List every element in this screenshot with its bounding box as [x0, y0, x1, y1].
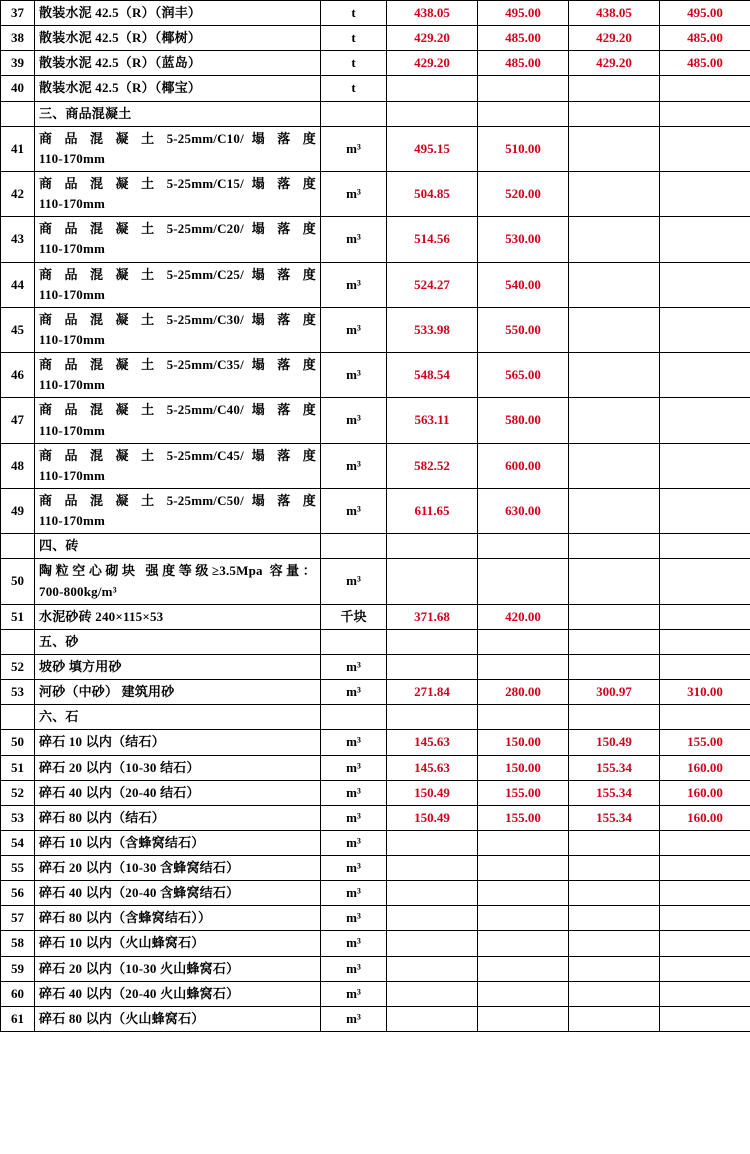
table-row [1, 705, 750, 730]
row-price-2 [478, 654, 569, 679]
table-row [1, 534, 750, 559]
row-price-3 [569, 1006, 660, 1031]
row-unit: m³ [321, 217, 387, 262]
row-index: 51 [1, 604, 35, 629]
row-price-3 [569, 654, 660, 679]
row-group-title: 四、砖 [35, 534, 321, 559]
row-price-2: 580.00 [478, 398, 569, 443]
row-price-4 [660, 126, 750, 171]
row-price-4: 160.00 [660, 755, 750, 780]
row-price-4 [660, 101, 750, 126]
row-price-1 [387, 856, 478, 881]
row-price-3 [569, 101, 660, 126]
row-material-name: 碎石 40 以内（20-40 结石） [35, 780, 321, 805]
row-material-name [35, 488, 321, 533]
row-price-3 [569, 398, 660, 443]
row-unit: m³ [321, 488, 387, 533]
row-unit: t [321, 1, 387, 26]
row-price-1 [387, 906, 478, 931]
row-material-name: 坡砂 填方用砂 [35, 654, 321, 679]
row-price-2: 485.00 [478, 51, 569, 76]
row-material-name-line2: 110-170mm [39, 513, 106, 529]
row-price-3: 150.49 [569, 730, 660, 755]
row-material-name: 水泥砂砖 240×115×53 [35, 604, 321, 629]
row-index: 60 [1, 981, 35, 1006]
table-row [1, 101, 750, 126]
table-row [1, 443, 750, 488]
table-row [1, 398, 750, 443]
row-index: 50 [1, 730, 35, 755]
row-material-name-line2: 110-170mm [39, 377, 106, 393]
table-row [1, 1, 750, 26]
row-material-name: 散装水泥 42.5（R）（蓝岛） [35, 51, 321, 76]
row-price-1 [387, 956, 478, 981]
row-price-4 [660, 654, 750, 679]
row-price-3: 429.20 [569, 51, 660, 76]
row-price-4: 310.00 [660, 680, 750, 705]
row-price-4: 160.00 [660, 805, 750, 830]
row-material-name-line2: 110-170mm [39, 467, 106, 483]
row-price-2 [478, 906, 569, 931]
table-row [1, 1006, 750, 1031]
row-price-2: 565.00 [478, 353, 569, 398]
row-price-1 [387, 654, 478, 679]
row-unit: m³ [321, 1006, 387, 1031]
row-price-1 [387, 559, 478, 604]
row-unit: m³ [321, 171, 387, 216]
row-group-title: 三、商品混凝土 [35, 101, 321, 126]
row-price-4 [660, 307, 750, 352]
row-index: 43 [1, 217, 35, 262]
row-index: 47 [1, 398, 35, 443]
row-price-3 [569, 443, 660, 488]
row-price-1: 145.63 [387, 730, 478, 755]
row-unit: m³ [321, 931, 387, 956]
row-unit: m³ [321, 881, 387, 906]
table-row [1, 981, 750, 1006]
row-material-name-line1: 商 品 混 凝 土 5-25mm/C15/ 塌 落 度 [39, 175, 316, 191]
row-material-name-line1: 商 品 混 凝 土 5-25mm/C50/ 塌 落 度 [39, 492, 316, 508]
row-price-3 [569, 629, 660, 654]
row-price-4 [660, 534, 750, 559]
row-price-4 [660, 353, 750, 398]
row-material-name: 碎石 20 以内（10-30 结石） [35, 755, 321, 780]
row-price-2 [478, 629, 569, 654]
row-price-1: 495.15 [387, 126, 478, 171]
row-index: 52 [1, 654, 35, 679]
row-material-name-line1: 商 品 混 凝 土 5-25mm/C20/ 塌 落 度 [39, 221, 316, 237]
row-price-3 [569, 534, 660, 559]
table-row [1, 76, 750, 101]
row-price-1: 504.85 [387, 171, 478, 216]
row-price-2 [478, 881, 569, 906]
row-unit: m³ [321, 956, 387, 981]
table-row [1, 307, 750, 352]
row-unit: m³ [321, 730, 387, 755]
row-unit: t [321, 51, 387, 76]
row-price-4 [660, 956, 750, 981]
row-unit: m³ [321, 307, 387, 352]
table-row [1, 604, 750, 629]
row-unit: m³ [321, 830, 387, 855]
table-row [1, 51, 750, 76]
row-price-4 [660, 262, 750, 307]
row-price-3: 155.34 [569, 805, 660, 830]
row-index: 50 [1, 559, 35, 604]
row-unit: 千块 [321, 604, 387, 629]
row-price-3 [569, 488, 660, 533]
row-material-name: 碎石 80 以内（结石） [35, 805, 321, 830]
row-material-name [35, 443, 321, 488]
row-index: 54 [1, 830, 35, 855]
row-price-2 [478, 534, 569, 559]
row-price-1 [387, 101, 478, 126]
row-material-name [35, 353, 321, 398]
table-row [1, 906, 750, 931]
row-price-4 [660, 906, 750, 931]
row-price-3 [569, 353, 660, 398]
row-unit: m³ [321, 126, 387, 171]
row-unit: m³ [321, 398, 387, 443]
table-row [1, 126, 750, 171]
row-index [1, 101, 35, 126]
row-price-3 [569, 931, 660, 956]
row-price-2: 420.00 [478, 604, 569, 629]
row-price-1: 548.54 [387, 353, 478, 398]
row-price-1: 582.52 [387, 443, 478, 488]
row-material-name: 碎石 10 以内（火山蜂窝石） [35, 931, 321, 956]
row-index: 61 [1, 1006, 35, 1031]
row-material-name: 碎石 40 以内（20-40 含蜂窝结石） [35, 881, 321, 906]
row-price-1 [387, 629, 478, 654]
table-row [1, 805, 750, 830]
row-material-name: 碎石 40 以内（20-40 火山蜂窝石） [35, 981, 321, 1006]
row-index: 53 [1, 805, 35, 830]
row-material-name: 散装水泥 42.5（R）（椰树） [35, 26, 321, 51]
row-price-2 [478, 931, 569, 956]
row-index [1, 629, 35, 654]
row-unit [321, 534, 387, 559]
row-material-name [35, 126, 321, 171]
row-price-3 [569, 956, 660, 981]
row-price-1: 150.49 [387, 780, 478, 805]
row-price-1 [387, 881, 478, 906]
row-price-1: 150.49 [387, 805, 478, 830]
row-price-3: 429.20 [569, 26, 660, 51]
table-row [1, 488, 750, 533]
row-index: 53 [1, 680, 35, 705]
row-price-2 [478, 981, 569, 1006]
table-row [1, 780, 750, 805]
row-index: 46 [1, 353, 35, 398]
row-unit: m³ [321, 680, 387, 705]
row-price-4: 495.00 [660, 1, 750, 26]
row-material-name [35, 398, 321, 443]
row-group-title: 五、砂 [35, 629, 321, 654]
row-material-name [35, 217, 321, 262]
row-material-name-line2: 110-170mm [39, 286, 106, 302]
table-row [1, 171, 750, 216]
row-price-4 [660, 604, 750, 629]
row-unit [321, 101, 387, 126]
row-price-2 [478, 856, 569, 881]
row-unit: m³ [321, 353, 387, 398]
row-price-3 [569, 171, 660, 216]
row-price-1: 438.05 [387, 1, 478, 26]
table-row [1, 680, 750, 705]
row-material-name-line2: 110-170mm [39, 196, 106, 212]
row-price-2: 520.00 [478, 171, 569, 216]
row-group-title: 六、石 [35, 705, 321, 730]
row-material-name-line1: 商 品 混 凝 土 5-25mm/C25/ 塌 落 度 [39, 266, 316, 282]
row-price-2: 495.00 [478, 1, 569, 26]
row-index: 41 [1, 126, 35, 171]
row-price-1 [387, 705, 478, 730]
row-price-2: 540.00 [478, 262, 569, 307]
row-index: 45 [1, 307, 35, 352]
row-unit [321, 705, 387, 730]
row-material-name: 碎石 20 以内（10-30 含蜂窝结石） [35, 856, 321, 881]
table-row [1, 262, 750, 307]
row-price-3: 155.34 [569, 780, 660, 805]
table-row [1, 730, 750, 755]
row-price-3: 438.05 [569, 1, 660, 26]
row-price-1 [387, 931, 478, 956]
row-price-4: 155.00 [660, 730, 750, 755]
row-price-3 [569, 559, 660, 604]
row-price-3 [569, 830, 660, 855]
row-price-3 [569, 705, 660, 730]
row-index: 59 [1, 956, 35, 981]
row-unit: m³ [321, 559, 387, 604]
row-price-1: 371.68 [387, 604, 478, 629]
table-row [1, 830, 750, 855]
row-price-4 [660, 559, 750, 604]
row-material-name-line1: 商 品 混 凝 土 5-25mm/C30/ 塌 落 度 [39, 311, 316, 327]
row-price-3 [569, 76, 660, 101]
table-row [1, 26, 750, 51]
row-price-2 [478, 956, 569, 981]
row-unit: m³ [321, 856, 387, 881]
row-price-4 [660, 981, 750, 1006]
row-index: 56 [1, 881, 35, 906]
table-row [1, 931, 750, 956]
row-price-2: 485.00 [478, 26, 569, 51]
row-index: 38 [1, 26, 35, 51]
row-price-2 [478, 705, 569, 730]
row-price-4 [660, 398, 750, 443]
table-row [1, 856, 750, 881]
row-price-3 [569, 217, 660, 262]
row-price-1: 271.84 [387, 680, 478, 705]
row-price-3: 155.34 [569, 755, 660, 780]
row-index: 58 [1, 931, 35, 956]
row-material-name-line1: 商 品 混 凝 土 5-25mm/C10/ 塌 落 度 [39, 130, 316, 146]
table-row [1, 629, 750, 654]
row-price-1: 514.56 [387, 217, 478, 262]
row-unit [321, 629, 387, 654]
row-price-3 [569, 604, 660, 629]
row-price-2 [478, 1006, 569, 1031]
row-material-name: 碎石 20 以内（10-30 火山蜂窝石） [35, 956, 321, 981]
row-unit: t [321, 26, 387, 51]
row-material-name: 碎石 10 以内（含蜂窝结石） [35, 830, 321, 855]
row-price-1 [387, 76, 478, 101]
row-price-4 [660, 705, 750, 730]
table-row [1, 559, 750, 604]
row-material-name [35, 559, 321, 604]
row-material-name [35, 171, 321, 216]
row-unit: m³ [321, 654, 387, 679]
row-price-4 [660, 931, 750, 956]
row-index: 37 [1, 1, 35, 26]
row-material-name-line2: 700-800kg/m³ [39, 583, 117, 599]
row-unit: m³ [321, 755, 387, 780]
row-index: 57 [1, 906, 35, 931]
row-price-2: 155.00 [478, 805, 569, 830]
row-price-1 [387, 1006, 478, 1031]
row-price-3 [569, 262, 660, 307]
row-unit: m³ [321, 805, 387, 830]
table-row [1, 755, 750, 780]
row-index: 44 [1, 262, 35, 307]
row-price-1: 524.27 [387, 262, 478, 307]
row-price-3 [569, 981, 660, 1006]
row-index [1, 534, 35, 559]
row-material-name-line1: 商 品 混 凝 土 5-25mm/C35/ 塌 落 度 [39, 357, 316, 373]
row-unit: m³ [321, 780, 387, 805]
table-row [1, 353, 750, 398]
row-price-4 [660, 76, 750, 101]
row-price-1: 429.20 [387, 26, 478, 51]
row-material-name [35, 307, 321, 352]
row-material-name-line2: 110-170mm [39, 422, 106, 438]
row-price-1 [387, 830, 478, 855]
row-price-4 [660, 856, 750, 881]
row-price-3 [569, 126, 660, 171]
row-price-1: 145.63 [387, 755, 478, 780]
row-price-2: 155.00 [478, 780, 569, 805]
row-material-name-line1: 商 品 混 凝 土 5-25mm/C45/ 塌 落 度 [39, 447, 316, 463]
row-price-4: 485.00 [660, 26, 750, 51]
row-unit: m³ [321, 906, 387, 931]
row-price-4 [660, 488, 750, 533]
row-price-4: 160.00 [660, 780, 750, 805]
table-row [1, 956, 750, 981]
row-index: 55 [1, 856, 35, 881]
row-material-name-line1: 商 品 混 凝 土 5-25mm/C40/ 塌 落 度 [39, 402, 316, 418]
table-row [1, 654, 750, 679]
row-price-4 [660, 830, 750, 855]
row-index: 52 [1, 780, 35, 805]
row-material-name: 散装水泥 42.5（R）（椰宝） [35, 76, 321, 101]
row-unit: m³ [321, 262, 387, 307]
row-price-2: 630.00 [478, 488, 569, 533]
row-price-2: 150.00 [478, 755, 569, 780]
row-price-2 [478, 101, 569, 126]
row-price-1 [387, 534, 478, 559]
row-price-2: 280.00 [478, 680, 569, 705]
row-material-name: 碎石 80 以内（含蜂窝结石）） [35, 906, 321, 931]
row-price-1: 563.11 [387, 398, 478, 443]
row-price-4 [660, 171, 750, 216]
row-material-name: 碎石 80 以内（火山蜂窝石） [35, 1006, 321, 1031]
row-price-4: 485.00 [660, 51, 750, 76]
row-material-name-line2: 110-170mm [39, 150, 106, 166]
row-price-2: 150.00 [478, 730, 569, 755]
row-price-4 [660, 1006, 750, 1031]
row-index: 42 [1, 171, 35, 216]
row-price-3 [569, 881, 660, 906]
row-index [1, 705, 35, 730]
row-unit: m³ [321, 443, 387, 488]
row-price-2 [478, 830, 569, 855]
row-price-3 [569, 906, 660, 931]
row-index: 39 [1, 51, 35, 76]
row-material-name: 河砂（中砂） 建筑用砂 [35, 680, 321, 705]
row-material-name-line2: 110-170mm [39, 331, 106, 347]
table-row [1, 217, 750, 262]
row-price-2: 510.00 [478, 126, 569, 171]
row-price-2: 600.00 [478, 443, 569, 488]
row-material-name-line1: 陶粒空心砌块 强度等级≥3.5Mpa 容量： [39, 563, 316, 579]
row-price-1: 429.20 [387, 51, 478, 76]
row-price-4 [660, 443, 750, 488]
row-price-3 [569, 856, 660, 881]
row-index: 40 [1, 76, 35, 101]
row-price-1 [387, 981, 478, 1006]
row-index: 49 [1, 488, 35, 533]
row-price-4 [660, 629, 750, 654]
row-price-2 [478, 76, 569, 101]
row-price-1: 611.65 [387, 488, 478, 533]
row-price-1: 533.98 [387, 307, 478, 352]
row-price-2: 550.00 [478, 307, 569, 352]
row-unit: t [321, 76, 387, 101]
row-material-name [35, 262, 321, 307]
row-price-3: 300.97 [569, 680, 660, 705]
row-price-2 [478, 559, 569, 604]
row-material-name: 散装水泥 42.5（R）（润丰） [35, 1, 321, 26]
row-price-2: 530.00 [478, 217, 569, 262]
row-material-name-line2: 110-170mm [39, 241, 106, 257]
row-material-name: 碎石 10 以内（结石） [35, 730, 321, 755]
row-price-4 [660, 217, 750, 262]
row-index: 51 [1, 755, 35, 780]
table-row [1, 881, 750, 906]
row-unit: m³ [321, 981, 387, 1006]
row-index: 48 [1, 443, 35, 488]
row-price-4 [660, 881, 750, 906]
row-price-3 [569, 307, 660, 352]
